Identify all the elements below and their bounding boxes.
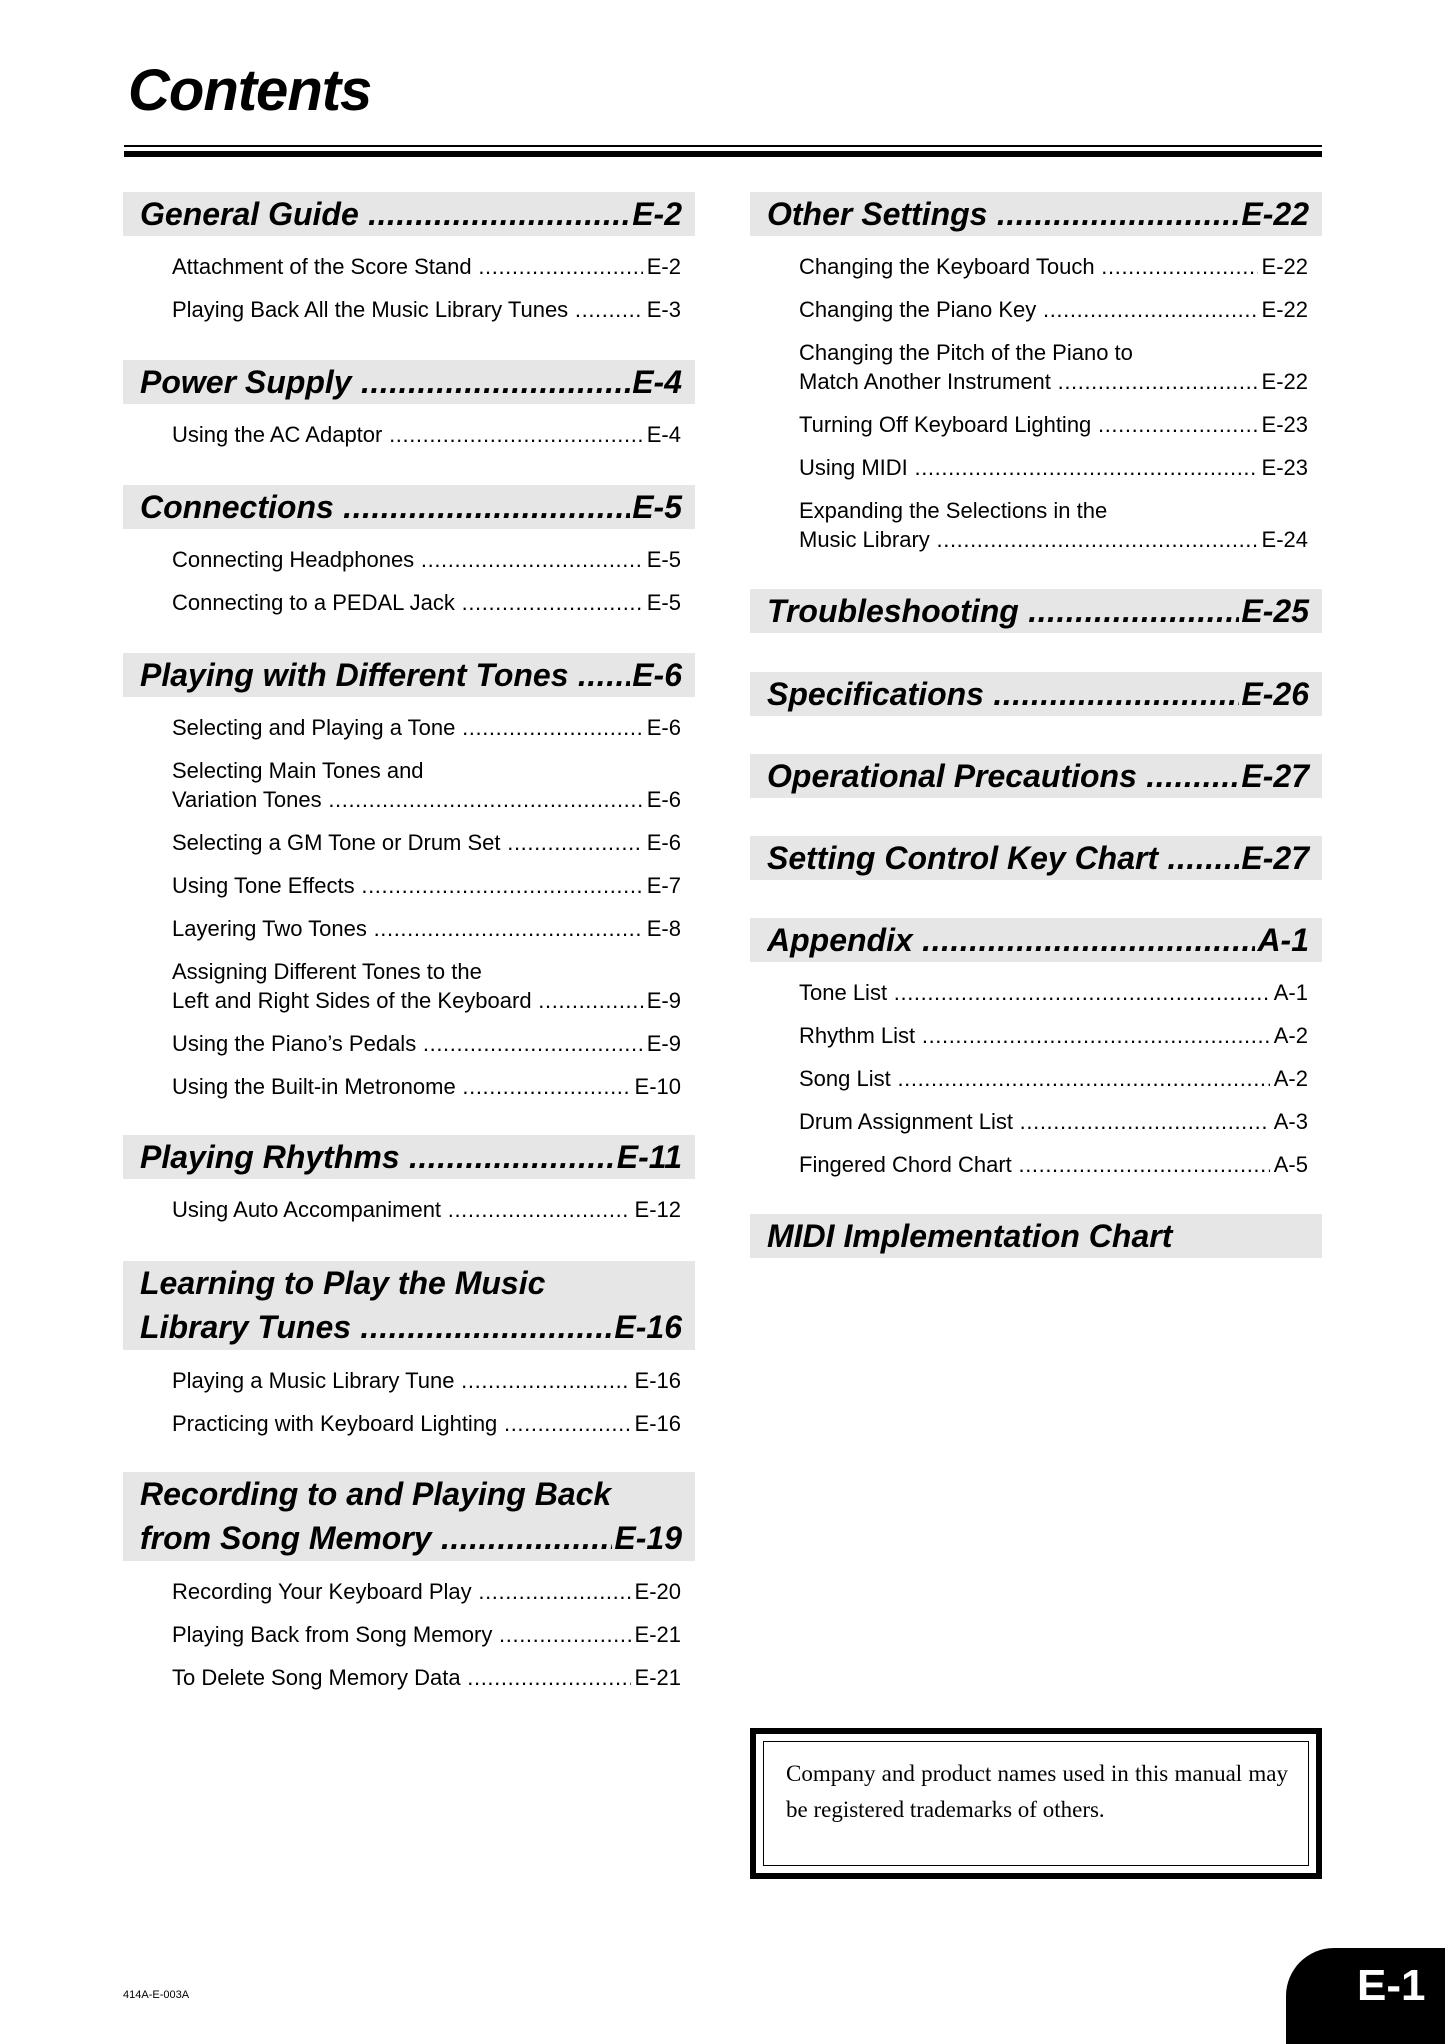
heading-page-number: E-27 (1241, 758, 1309, 794)
entry-label: Practicing with Keyboard Lighting ..... (172, 1402, 631, 1445)
heading-page-number: E-16 (614, 1309, 682, 1345)
toc-heading-connections[interactable] (123, 485, 695, 529)
entry-page-number: A-2 (1273, 1023, 1308, 1048)
heading-label: Power Supply ..... (140, 360, 630, 404)
entry-page-number: E-6 (646, 830, 681, 855)
toc-entry[interactable] (123, 864, 695, 907)
entry-label: Changing the Piano Key ..... (799, 288, 1258, 331)
entry-page-number: E-4 (646, 422, 681, 447)
entry-label: Variation Tones ..... (172, 785, 643, 814)
heading-label: Setting Control Key Chart ..... (767, 836, 1239, 880)
entry-page-number: E-9 (646, 1031, 681, 1056)
toc-entry[interactable] (123, 950, 695, 1022)
heading-page-number: E-6 (632, 657, 682, 693)
entry-label: Playing a Music Library Tune ..... (172, 1359, 631, 1402)
toc-entry[interactable] (123, 1359, 695, 1402)
heading-label-line1: Learning to Play the Music (140, 1265, 546, 1301)
toc-section-power-supply (123, 360, 695, 456)
heading-page-number: E-22 (1241, 196, 1309, 232)
entry-page-number: E-9 (646, 988, 681, 1013)
heading-page-number: E-25 (1241, 593, 1309, 629)
toc-section-playing-rhythms (123, 1135, 695, 1231)
toc-entry[interactable] (123, 821, 695, 864)
toc-entry[interactable] (123, 1188, 695, 1231)
toc-heading-playing-tones[interactable] (123, 653, 695, 697)
entry-label: Playing Back All the Music Library Tunes ..... (172, 288, 643, 331)
entry-label: Turning Off Keyboard Lighting ..... (799, 403, 1258, 446)
entry-label: Using the Built-in Metronome ..... (172, 1065, 631, 1108)
heading-label: Library Tunes ..... (140, 1305, 612, 1349)
entry-page-number: E-23 (1261, 455, 1308, 480)
entry-label: Left and Right Sides of the Keyboard ..... (172, 986, 643, 1015)
entry-label: Using Tone Effects ..... (172, 864, 643, 907)
toc-entry[interactable] (123, 413, 695, 456)
entry-page-number: E-24 (1261, 527, 1308, 552)
entry-label: Music Library ..... (799, 525, 1258, 554)
entry-page-number: A-5 (1273, 1152, 1308, 1177)
entry-page-number: E-5 (646, 547, 681, 572)
toc-entry[interactable] (123, 538, 695, 581)
heading-page-number: E-4 (632, 364, 682, 400)
toc-heading-other-settings[interactable] (750, 192, 1322, 236)
entry-page-number: E-8 (646, 916, 681, 941)
toc-entry[interactable] (750, 1014, 1322, 1057)
entry-page-number: E-21 (634, 1665, 681, 1690)
toc-entry[interactable] (123, 245, 695, 288)
page-number-tab (1286, 1948, 1445, 2044)
toc-section-learning-music-library (123, 1261, 695, 1445)
toc-entry[interactable] (123, 1065, 695, 1108)
toc-section-appendix (750, 918, 1322, 1186)
entry-page-number: E-21 (634, 1622, 681, 1647)
heading-label: Specifications ..... (767, 672, 1239, 716)
toc-heading-setting-control-key-chart[interactable] (750, 836, 1322, 880)
toc-entry[interactable] (750, 971, 1322, 1014)
toc-entry[interactable] (123, 1656, 695, 1699)
entry-label: Selecting and Playing a Tone ..... (172, 706, 643, 749)
toc-heading-playing-rhythms[interactable] (123, 1135, 695, 1179)
toc-entry[interactable] (123, 1022, 695, 1065)
title-rule-thin (124, 145, 1322, 147)
toc-entry[interactable] (750, 1057, 1322, 1100)
toc-heading-operational-precautions[interactable] (750, 754, 1322, 798)
entry-page-number: E-16 (634, 1368, 681, 1393)
heading-page-number: E-2 (632, 196, 682, 232)
entry-label: Using the AC Adaptor ..... (172, 413, 643, 456)
toc-entry[interactable] (750, 1143, 1322, 1186)
toc-heading-midi-implementation-chart[interactable] (750, 1214, 1322, 1258)
heading-page-number: A-1 (1257, 922, 1309, 958)
entry-label: Recording Your Keyboard Play ..... (172, 1570, 631, 1613)
heading-label: MIDI Implementation Chart (767, 1218, 1173, 1254)
entry-label: Song List ..... (799, 1057, 1270, 1100)
toc-section-playing-tones (123, 653, 695, 1108)
heading-label: Appendix ..... (767, 918, 1255, 962)
toc-section-other-settings (750, 192, 1322, 561)
toc-left-column (123, 192, 695, 1699)
entry-label: Layering Two Tones ..... (172, 907, 643, 950)
toc-entry[interactable] (750, 446, 1322, 489)
toc-heading-general-guide[interactable] (123, 192, 695, 236)
toc-section-connections (123, 485, 695, 624)
page-title: Contents (128, 58, 372, 123)
entry-label-line1: Assigning Different Tones to the (172, 959, 482, 984)
entry-page-number: E-5 (646, 590, 681, 615)
entry-page-number: E-6 (646, 787, 681, 812)
document-code: 414A-E-003A (123, 1989, 190, 2001)
heading-page-number: E-19 (614, 1520, 682, 1556)
trademark-notice-text: Company and product names used in this manual may be registered trademarks of others. (763, 1741, 1309, 1866)
entry-page-number: E-22 (1261, 369, 1308, 394)
heading-page-number: E-5 (632, 489, 682, 525)
title-rule-thick (124, 151, 1322, 157)
entry-label-line1: Selecting Main Tones and (172, 758, 424, 783)
entry-page-number: E-6 (646, 715, 681, 740)
entry-label: Using MIDI ..... (799, 446, 1258, 489)
heading-label: Playing Rhythms ..... (140, 1135, 615, 1179)
entry-label: Attachment of the Score Stand ..... (172, 245, 643, 288)
entry-page-number: E-2 (646, 254, 681, 279)
entry-label-line1: Changing the Pitch of the Piano to (799, 340, 1133, 365)
entry-page-number: E-23 (1261, 412, 1308, 437)
entry-label: Using the Piano’s Pedals ..... (172, 1022, 643, 1065)
entry-page-number: E-12 (634, 1197, 681, 1222)
entry-label: Rhythm List ..... (799, 1014, 1270, 1057)
toc-entry[interactable] (123, 749, 695, 821)
heading-label: General Guide ..... (140, 192, 630, 236)
entry-label: Playing Back from Song Memory ..... (172, 1613, 631, 1656)
entry-label: Changing the Keyboard Touch ..... (799, 245, 1258, 288)
entry-page-number: A-1 (1273, 980, 1308, 1005)
toc-entry[interactable] (123, 907, 695, 950)
heading-label-line1: Recording to and Playing Back (140, 1476, 612, 1512)
entry-label: Connecting to a PEDAL Jack ..... (172, 581, 643, 624)
toc-entry[interactable] (750, 403, 1322, 446)
toc-entry[interactable] (123, 1570, 695, 1613)
entry-label: Tone List ..... (799, 971, 1270, 1014)
toc-entry[interactable] (750, 331, 1322, 403)
toc-heading-troubleshooting[interactable] (750, 589, 1322, 633)
toc-heading-song-memory[interactable] (123, 1472, 695, 1561)
entry-page-number: A-2 (1273, 1066, 1308, 1091)
toc-entry[interactable] (123, 288, 695, 331)
entry-label: Fingered Chord Chart ..... (799, 1143, 1270, 1186)
toc-entry[interactable] (750, 1100, 1322, 1143)
entry-page-number: E-22 (1261, 297, 1308, 322)
toc-heading-appendix[interactable] (750, 918, 1322, 962)
toc-entry[interactable] (123, 1613, 695, 1656)
entry-label: Using Auto Accompaniment ..... (172, 1188, 631, 1231)
entry-label-line1: Expanding the Selections in the (799, 498, 1108, 523)
toc-entry[interactable] (750, 245, 1322, 288)
toc-section-song-memory (123, 1472, 695, 1699)
toc-heading-specifications[interactable] (750, 672, 1322, 716)
toc-heading-power-supply[interactable] (123, 360, 695, 404)
heading-page-number: E-11 (616, 1139, 682, 1175)
toc-section-general-guide (123, 192, 695, 331)
toc-heading-learning-music-library[interactable] (123, 1261, 695, 1350)
toc-entry[interactable] (123, 706, 695, 749)
entry-page-number: E-7 (646, 873, 681, 898)
heading-label: Other Settings ..... (767, 192, 1239, 236)
toc-entry[interactable] (123, 1402, 695, 1445)
page-number: E-1 (1357, 1961, 1426, 2010)
entry-page-number: E-3 (646, 297, 681, 322)
entry-label: Drum Assignment List ..... (799, 1100, 1270, 1143)
heading-page-number: E-27 (1241, 840, 1309, 876)
toc-entry[interactable] (750, 288, 1322, 331)
entry-label: Connecting Headphones ..... (172, 538, 643, 581)
entry-page-number: E-16 (634, 1411, 681, 1436)
entry-label: To Delete Song Memory Data ..... (172, 1656, 631, 1699)
heading-label: Troubleshooting ..... (767, 589, 1239, 633)
entry-page-number: E-20 (634, 1579, 681, 1604)
trademark-notice-box (750, 1728, 1322, 1879)
heading-label: Connections ..... (140, 485, 630, 529)
entry-page-number: E-22 (1261, 254, 1308, 279)
heading-label: Playing with Different Tones ..... (140, 653, 630, 697)
heading-label: from Song Memory ..... (140, 1516, 612, 1560)
entry-label: Match Another Instrument ..... (799, 367, 1258, 396)
toc-entry[interactable] (750, 489, 1322, 561)
toc-right-column (750, 192, 1322, 1258)
heading-label: Operational Precautions ..... (767, 754, 1239, 798)
entry-label: Selecting a GM Tone or Drum Set ..... (172, 821, 643, 864)
toc-entry[interactable] (123, 581, 695, 624)
entry-page-number: A-3 (1273, 1109, 1308, 1134)
entry-page-number: E-10 (634, 1074, 681, 1099)
heading-page-number: E-26 (1241, 676, 1309, 712)
